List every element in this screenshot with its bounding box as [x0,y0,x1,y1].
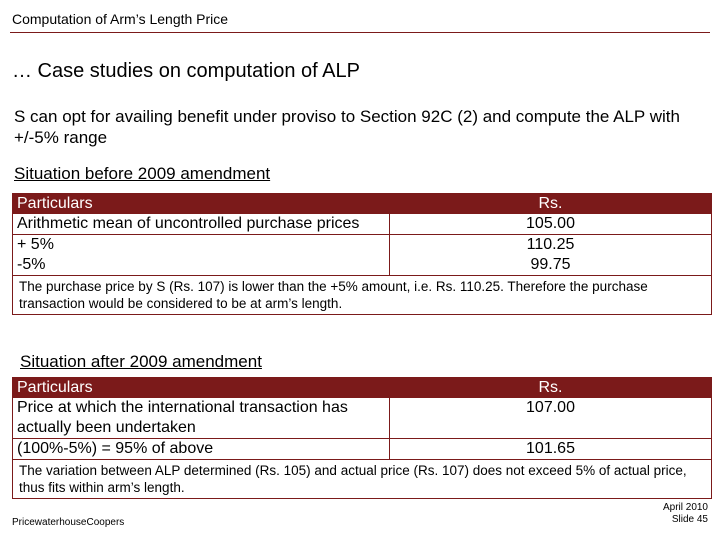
row-value: 101.65 [390,439,712,460]
header-divider [10,32,710,33]
section-heading-before: Situation before 2009 amendment [14,164,271,183]
table-row [13,439,712,460]
header-rs: Rs. [390,194,712,215]
row-value [390,235,712,276]
row-particular [13,235,390,276]
table-row [13,214,712,235]
section-heading-after: Situation after 2009 amendment [20,352,262,371]
row-particular-line1: + 5% [17,236,54,253]
table-after-amendment [12,377,712,499]
table-note-row [13,460,712,499]
table-note-row [13,276,712,315]
table-note: The variation between ALP determined (Rs. 105) and actual price (Rs. 107) does not exceed 5% of actual price, thus fits within arm’s length. [13,460,712,499]
table-note: The purchase price by S (Rs. 107) is lower than the +5% amount, i.e. Rs. 110.25. Therefore the purchase transaction would be considered to be at arm’s length. [13,276,712,315]
footer-company: PricewaterhouseCoopers [12,517,125,528]
intro-text: S can opt for availing benefit under proviso to Section 92C (2) and compute the ALP with +/-5% range [14,107,680,147]
footer-meta [663,502,708,526]
row-particular: Arithmetic mean of uncontrolled purchase prices [17,215,360,232]
header-rs: Rs. [390,378,712,399]
row-value: 107.00 [390,398,712,439]
row-particular-line2: -5% [17,256,46,273]
row-particular: (100%-5%) = 95% of above [13,439,390,460]
slide-title: … Case studies on computation of ALP [12,60,360,82]
row-value-line2: 99.75 [530,256,571,273]
header-title: Computation of Arm’s Length Price [12,11,229,27]
header-particulars: Particulars [13,378,390,399]
row-value-line1: 110.25 [526,236,575,253]
table-header-row [13,194,712,215]
header-particulars: Particulars [13,194,390,215]
row-value: 105.00 [390,214,712,235]
table-row [13,398,712,439]
table-before-amendment [12,193,712,315]
row-particular: Price at which the international transaction has actually been undertaken [17,399,348,436]
table-row [13,235,712,276]
footer-slide-number: Slide 45 [671,514,708,525]
table-header-row [13,378,712,399]
footer-date: April 2010 [662,502,708,513]
